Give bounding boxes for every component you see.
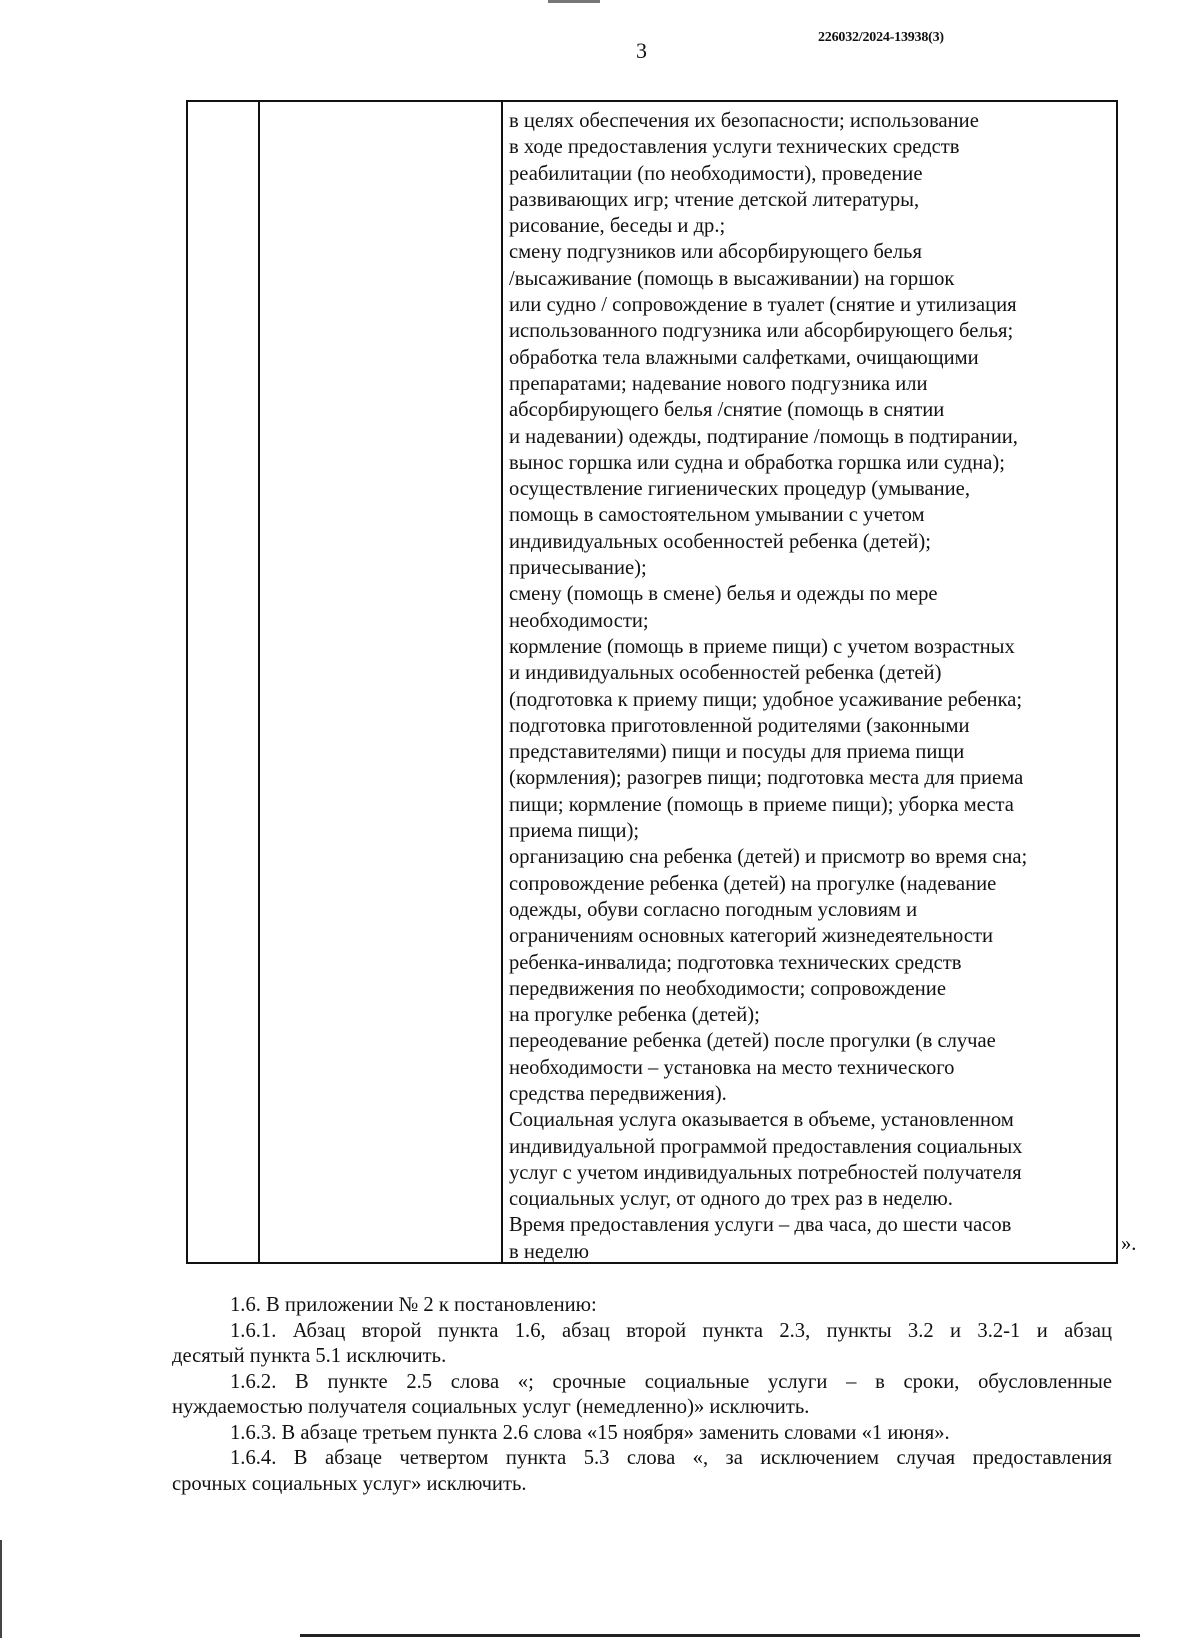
paragraph-1-6-2-continued: нуждаемостью получателя социальных услуг (немедленно)» исключить. <box>172 1396 810 1418</box>
table-cell-line: развивающих игр; чтение детской литературы, <box>509 188 920 211</box>
table-cell-line: и надевании) одежды, подтирание /помощь в подтирании, <box>509 425 1018 448</box>
table-cell-line: (подготовка к приему пищи; удобное усаживание ребенка; <box>509 688 1023 711</box>
table-cell-line: причесывание); <box>509 557 647 580</box>
table-cell-line: подготовка приготовленной родителями (законными <box>509 714 970 737</box>
table-cell-line: смену (помощь в смене) белья и одежды по мере <box>509 583 938 606</box>
table-cell-line: индивидуальных особенностей ребенка (детей); <box>509 530 931 553</box>
table-cell-line: в ходе предоставления услуги технических средств <box>509 136 960 159</box>
table-cell-line: (кормления); разогрев пищи; подготовка места для приема <box>509 767 1024 790</box>
scan-bottom-edge <box>300 1634 1140 1637</box>
table-cell-line: представителями) пищи и посуды для приема пищи <box>509 741 965 764</box>
paragraph-1-6-4: 1.6.4. В абзаце четвертом пункта 5.3 слова «, за исключением случая предоставления <box>230 1447 1112 1469</box>
table-cell-line: или судно / сопровождение в туалет (снятие и утилизация <box>509 294 1017 317</box>
table-cell-line: и индивидуальных особенностей ребенка (детей) <box>509 662 942 685</box>
table-cell-line: ограничениям основных категорий жизнедеятельности <box>509 925 994 948</box>
table-cell-line: обработка тела влажными салфетками, очищающими <box>509 346 979 369</box>
page-number: 3 <box>636 38 647 63</box>
closing-quote: ». <box>1121 1233 1137 1255</box>
table-cell-description <box>509 108 1109 1265</box>
table-cell-line: Время предоставления услуги – два часа, до шести часов <box>509 1214 1012 1237</box>
table-cell-line: на прогулке ребенка (детей); <box>509 1004 760 1027</box>
table-cell-line: /высаживание (помощь в высаживании) на горшок <box>509 267 955 290</box>
table-cell-line: средства передвижения). <box>509 1082 727 1105</box>
table-cell-line: препаратами; надевание нового подгузника или <box>509 372 928 395</box>
table-cell-line: ребенка-инвалида; подготовка технических средств <box>509 951 962 974</box>
paragraph-1-6-1: 1.6.1. Абзац второй пункта 1.6, абзац второй пункта 2.3, пункты 3.2 и 3.2-1 и абзац <box>230 1319 1112 1342</box>
document-id: 226032/2024-13938(3) <box>818 30 944 45</box>
table-cell-line: услуг с учетом индивидуальных потребностей получателя <box>509 1161 1022 1184</box>
table-cell-line: использованного подгузника или абсорбирующего белья; <box>509 320 1014 343</box>
table-cell-line: одежды, обуви согласно погодным условиям и <box>509 898 918 921</box>
table-cell-line: смену подгузников или абсорбирующего белья <box>509 241 922 264</box>
table-cell-line: вынос горшка или судна и обработка горшка или судна); <box>509 451 1005 474</box>
table-cell-line: рисование, беседы и др.; <box>509 215 726 238</box>
table-cell-line: передвижения по необходимости; сопровождение <box>509 977 946 1000</box>
table-cell-line: реабилитации (по необходимости), проведение <box>509 162 923 185</box>
table-cell-line: помощь в самостоятельном умывании с учетом <box>509 504 925 527</box>
amendment-paragraphs <box>172 1293 1112 1497</box>
paragraph-1-6: 1.6. В приложении № 2 к постановлению: <box>230 1294 597 1316</box>
table-cell-line: приема пищи); <box>509 820 640 843</box>
table-cell-line: сопровождение ребенка (детей) на прогулке (надевание <box>509 872 997 895</box>
table-cell-line: осуществление гигиенических процедур (умывание, <box>509 478 970 501</box>
table-cell-line: необходимости – установка на место технического <box>509 1056 955 1079</box>
paragraph-1-6-1-continued: десятый пункта 5.1 исключить. <box>172 1345 447 1367</box>
table-cell-line: переодевание ребенка (детей) после прогулки (в случае <box>509 1030 996 1053</box>
table-cell-line: абсорбирующего белья /снятие (помощь в снятии <box>509 399 945 422</box>
paragraph-1-6-4-continued: срочных социальных услуг» исключить. <box>172 1472 527 1495</box>
table-cell-line: Социальная услуга оказывается в объеме, установленном <box>509 1109 1014 1132</box>
paragraph-1-6-2: 1.6.2. В пункте 2.5 слова «; срочные социальные услуги – в сроки, обусловленные <box>230 1370 1112 1393</box>
table-cell-line: необходимости; <box>509 609 649 632</box>
table-cell-line: организацию сна ребенка (детей) и присмотр во время сна; <box>509 846 1028 869</box>
scan-left-edge <box>0 1540 2 1638</box>
table-column-divider <box>501 102 503 1262</box>
table-cell-line: социальных услуг, от одного до трех раз в неделю. <box>509 1188 953 1211</box>
table-cell-line: в целях обеспечения их безопасности; использование <box>509 110 979 132</box>
table-cell-line: индивидуальной программой предоставления социальных <box>509 1135 1023 1158</box>
table-cell-line: пищи; кормление (помощь в приеме пищи); уборка места <box>509 793 1014 816</box>
paragraph-1-6-3: 1.6.3. В абзаце третьем пункта 2.6 слова «15 ноября» заменить словами «1 июня». <box>230 1421 950 1444</box>
table-column-divider <box>258 102 260 1262</box>
table-cell-line: кормление (помощь в приеме пищи) с учетом возрастных <box>509 635 1015 658</box>
services-table <box>186 100 1118 1264</box>
scan-artifact <box>548 0 600 3</box>
table-cell-line: в неделю <box>509 1240 590 1263</box>
